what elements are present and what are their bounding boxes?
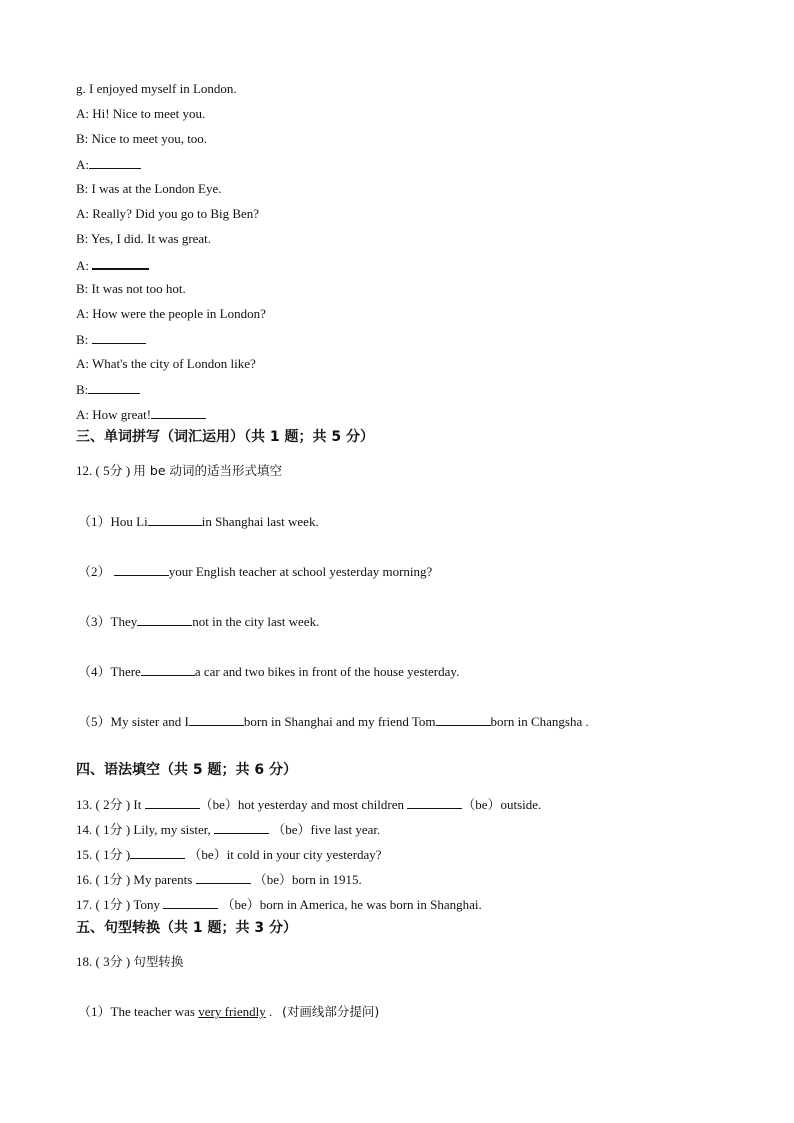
- answer-blank[interactable]: [151, 406, 206, 419]
- question-number: 18. ( 3分 ): [76, 954, 131, 969]
- question-number: 13. ( 2分 ): [76, 797, 131, 812]
- sub-question-1: [78, 513, 754, 530]
- question-number: 15. ( 1分 ): [76, 847, 131, 862]
- item-text: （be）born in America, he was born in Shanghai.: [218, 897, 482, 912]
- answer-blank[interactable]: [196, 871, 251, 884]
- question-14: [76, 821, 754, 838]
- dialogue-line: [76, 231, 754, 247]
- item-text: your English teacher at school yesterday morning?: [168, 564, 433, 579]
- dialogue-line-g: [76, 81, 754, 97]
- item-text: （be）it cold in your city yesterday?: [185, 847, 382, 862]
- question-15: [76, 846, 754, 863]
- answer-blank[interactable]: [130, 846, 185, 859]
- item-text: in Shanghai last week.: [201, 514, 319, 529]
- dialogue-text: B: Yes, I did. It was great.: [76, 231, 212, 246]
- answer-blank[interactable]: [214, 821, 269, 834]
- item-text: （be）five last year.: [269, 822, 381, 837]
- dialogue-text: A:: [76, 258, 93, 273]
- item-number: （5）: [78, 714, 111, 729]
- answer-blank[interactable]: [407, 796, 462, 809]
- dialogue-text: g. I enjoyed myself in London.: [76, 81, 237, 96]
- item-number: （2）: [78, 564, 111, 579]
- dialogue-line: [76, 406, 754, 423]
- dialogue-line: [76, 331, 754, 348]
- answer-blank[interactable]: [137, 613, 192, 626]
- question-12: [76, 463, 754, 479]
- dialogue-line: [76, 256, 754, 274]
- section-heading: 四、语法填空（共 5 题；共 6 分）: [76, 762, 297, 778]
- sub-question-2: [78, 563, 754, 580]
- question-number: 12. ( 5分 ): [76, 463, 131, 478]
- question-13: [76, 796, 754, 813]
- item-text: not in the city last week.: [192, 614, 320, 629]
- answer-blank[interactable]: [145, 796, 200, 809]
- item-text: a car and two bikes in front of the house yesterday.: [194, 664, 460, 679]
- section-heading: 五、句型转换（共 1 题；共 3 分）: [76, 920, 297, 936]
- item-number: （3）: [78, 614, 111, 629]
- sub-question-5: [78, 713, 754, 730]
- item-instruction: (对画线部分提问): [281, 1004, 380, 1019]
- dialogue-line: [76, 156, 754, 173]
- sub-question-18-1: [78, 1004, 754, 1020]
- underlined-phrase: very friendly: [198, 1004, 266, 1019]
- question-number: 14. ( 1分 ): [76, 822, 131, 837]
- dialogue-text: A: How great!: [76, 407, 152, 422]
- dialogue-line: [76, 381, 754, 398]
- item-text: There: [110, 664, 141, 679]
- item-text: Lily, my sister,: [133, 822, 211, 837]
- item-text: It: [133, 797, 142, 812]
- item-text: （be）born in 1915.: [250, 872, 362, 887]
- answer-blank[interactable]: [148, 513, 202, 526]
- item-number: （4）: [78, 664, 111, 679]
- section-heading: 三、单词拼写（词汇运用）（共 1 题；共 5 分）: [76, 429, 374, 445]
- dialogue-text: B:: [76, 382, 89, 397]
- item-text: Hou Li: [110, 514, 148, 529]
- question-17: [76, 896, 754, 913]
- item-text: They: [110, 614, 138, 629]
- dialogue-text: A: Hi! Nice to meet you.: [76, 106, 206, 121]
- question-16: [76, 871, 754, 888]
- answer-blank[interactable]: [92, 331, 146, 344]
- item-text: （be）hot yesterday and most children: [199, 797, 404, 812]
- answer-blank[interactable]: [88, 381, 140, 394]
- dialogue-line: [76, 206, 754, 222]
- answer-blank[interactable]: [163, 896, 218, 909]
- question-18: [76, 954, 754, 970]
- answer-blank[interactable]: [189, 713, 244, 726]
- dialogue-line: [76, 281, 754, 297]
- item-text: born in Shanghai and my friend Tom: [243, 714, 436, 729]
- sub-question-4: [78, 663, 754, 680]
- answer-blank[interactable]: [141, 663, 195, 676]
- question-number: 17. ( 1分 ): [76, 897, 131, 912]
- dialogue-text: A: Really? Did you go to Big Ben?: [76, 206, 260, 221]
- answer-blank[interactable]: [92, 256, 149, 270]
- dialogue-text: A: What's the city of London like?: [76, 356, 256, 371]
- dialogue-line: [76, 131, 754, 147]
- sub-question-3: [78, 613, 754, 630]
- dialogue-line: [76, 181, 754, 197]
- item-number: （1）: [78, 1004, 111, 1019]
- item-text: born in Changsha .: [490, 714, 589, 729]
- item-text: Tony: [133, 897, 160, 912]
- item-number: （1）: [78, 514, 111, 529]
- item-text: .: [265, 1004, 273, 1019]
- question-instruction: 句型转换: [133, 954, 184, 969]
- answer-blank[interactable]: [114, 563, 169, 576]
- answer-blank[interactable]: [436, 713, 491, 726]
- dialogue-text: A: How were the people in London?: [76, 306, 266, 321]
- item-text: My parents: [133, 872, 193, 887]
- dialogue-line: [76, 306, 754, 322]
- item-text: （be）outside.: [462, 797, 542, 812]
- item-text: The teacher was: [110, 1004, 199, 1019]
- dialogue-line: [76, 356, 754, 372]
- dialogue-text: B: Nice to meet you, too.: [76, 131, 208, 146]
- answer-blank[interactable]: [89, 156, 141, 169]
- dialogue-text: B: It was not too hot.: [76, 281, 186, 296]
- item-text: My sister and I: [110, 714, 189, 729]
- dialogue-line: [76, 106, 754, 122]
- question-instruction: 用 be 动词的适当形式填空: [133, 463, 282, 478]
- dialogue-text: B:: [76, 332, 92, 347]
- question-number: 16. ( 1分 ): [76, 872, 131, 887]
- dialogue-text: B: I was at the London Eye.: [76, 181, 222, 196]
- dialogue-text: A:: [76, 157, 89, 172]
